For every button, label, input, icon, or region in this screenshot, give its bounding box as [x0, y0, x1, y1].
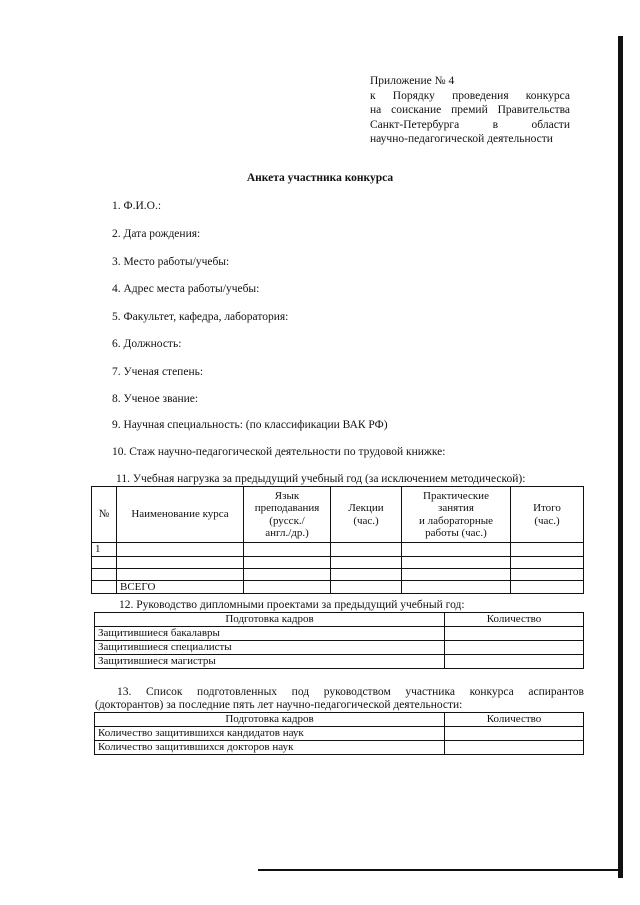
- col-practice: Практические занятия и лабораторные работы (час.): [402, 487, 511, 543]
- table-header-row: [95, 613, 584, 627]
- total-label: ВСЕГО: [117, 580, 244, 594]
- question-position: 6. Должность:: [112, 338, 182, 350]
- question-faculty: 5. Факультет, кафедра, лаборатория:: [112, 311, 289, 323]
- col-quantity: Количество: [445, 713, 584, 727]
- scan-edge-bar: [618, 36, 623, 878]
- table-row: [92, 543, 584, 557]
- table-header-row: [92, 487, 584, 543]
- col-training: Подготовка кадров: [95, 613, 445, 627]
- appendix-note: [370, 74, 570, 147]
- teaching-load-table: [91, 486, 584, 594]
- q11-heading: 11. Учебная нагрузка за предыдущий учебный год (за исключением методической):: [116, 473, 526, 485]
- q13-heading: 13. Список подготовленных под руководством участника конкурса аспирантов (докторантов) за последние пять лет научно-педагогической деятельности:: [95, 686, 584, 711]
- question-title: 8. Ученое звание:: [112, 393, 199, 405]
- table-row: Защитившиеся специалисты: [95, 641, 584, 655]
- col-course: Наименование курса: [117, 487, 244, 543]
- appendix-line: Санкт-Петербурга в области: [370, 118, 570, 131]
- col-lectures: Лекции (час.): [331, 487, 402, 543]
- scan-bottom-line: [258, 869, 618, 871]
- q12-heading: 12. Руководство дипломными проектами за предыдущий учебный год:: [119, 599, 465, 611]
- col-quantity: Количество: [445, 613, 584, 627]
- appendix-line: к Порядку проведения конкурса: [370, 89, 570, 102]
- question-degree: 7. Ученая степень:: [112, 366, 204, 378]
- question-work-address: 4. Адрес места работы/учебы:: [112, 283, 260, 295]
- table-row: Количество защитившихся кандидатов наук: [95, 727, 584, 741]
- col-total: Итого (час.): [511, 487, 584, 543]
- postgraduate-table: [94, 712, 584, 755]
- table-header-row: [95, 713, 584, 727]
- diploma-supervision-table: [94, 612, 584, 669]
- question-birth-date: 2. Дата рождения:: [112, 228, 201, 240]
- table-row: [92, 568, 584, 580]
- page-title: Анкета участника конкурса: [246, 172, 394, 184]
- appendix-line: на соискание премий Правительства: [370, 104, 570, 116]
- appendix-line: научно-педагогической деятельности: [370, 133, 553, 145]
- table-row: Защитившиеся магистры: [95, 655, 584, 669]
- col-language: Язык преподавания (русск./ англ./др.): [244, 487, 331, 543]
- total-row: [92, 580, 584, 594]
- col-training: Подготовка кадров: [95, 713, 445, 727]
- col-num: №: [92, 487, 117, 543]
- table-row: [92, 556, 584, 568]
- question-fio: 1. Ф.И.О.:: [112, 200, 162, 212]
- question-experience: 10. Стаж научно-педагогической деятельности по трудовой книжке:: [112, 446, 446, 458]
- table-row: Количество защитившихся докторов наук: [95, 741, 584, 755]
- row-number: 1: [92, 543, 117, 557]
- question-specialty: 9. Научная специальность: (по классификации ВАК РФ): [112, 419, 388, 431]
- appendix-line: Приложение № 4: [370, 75, 455, 87]
- table-row: Защитившиеся бакалавры: [95, 627, 584, 641]
- question-workplace: 3. Место работы/учебы:: [112, 256, 230, 268]
